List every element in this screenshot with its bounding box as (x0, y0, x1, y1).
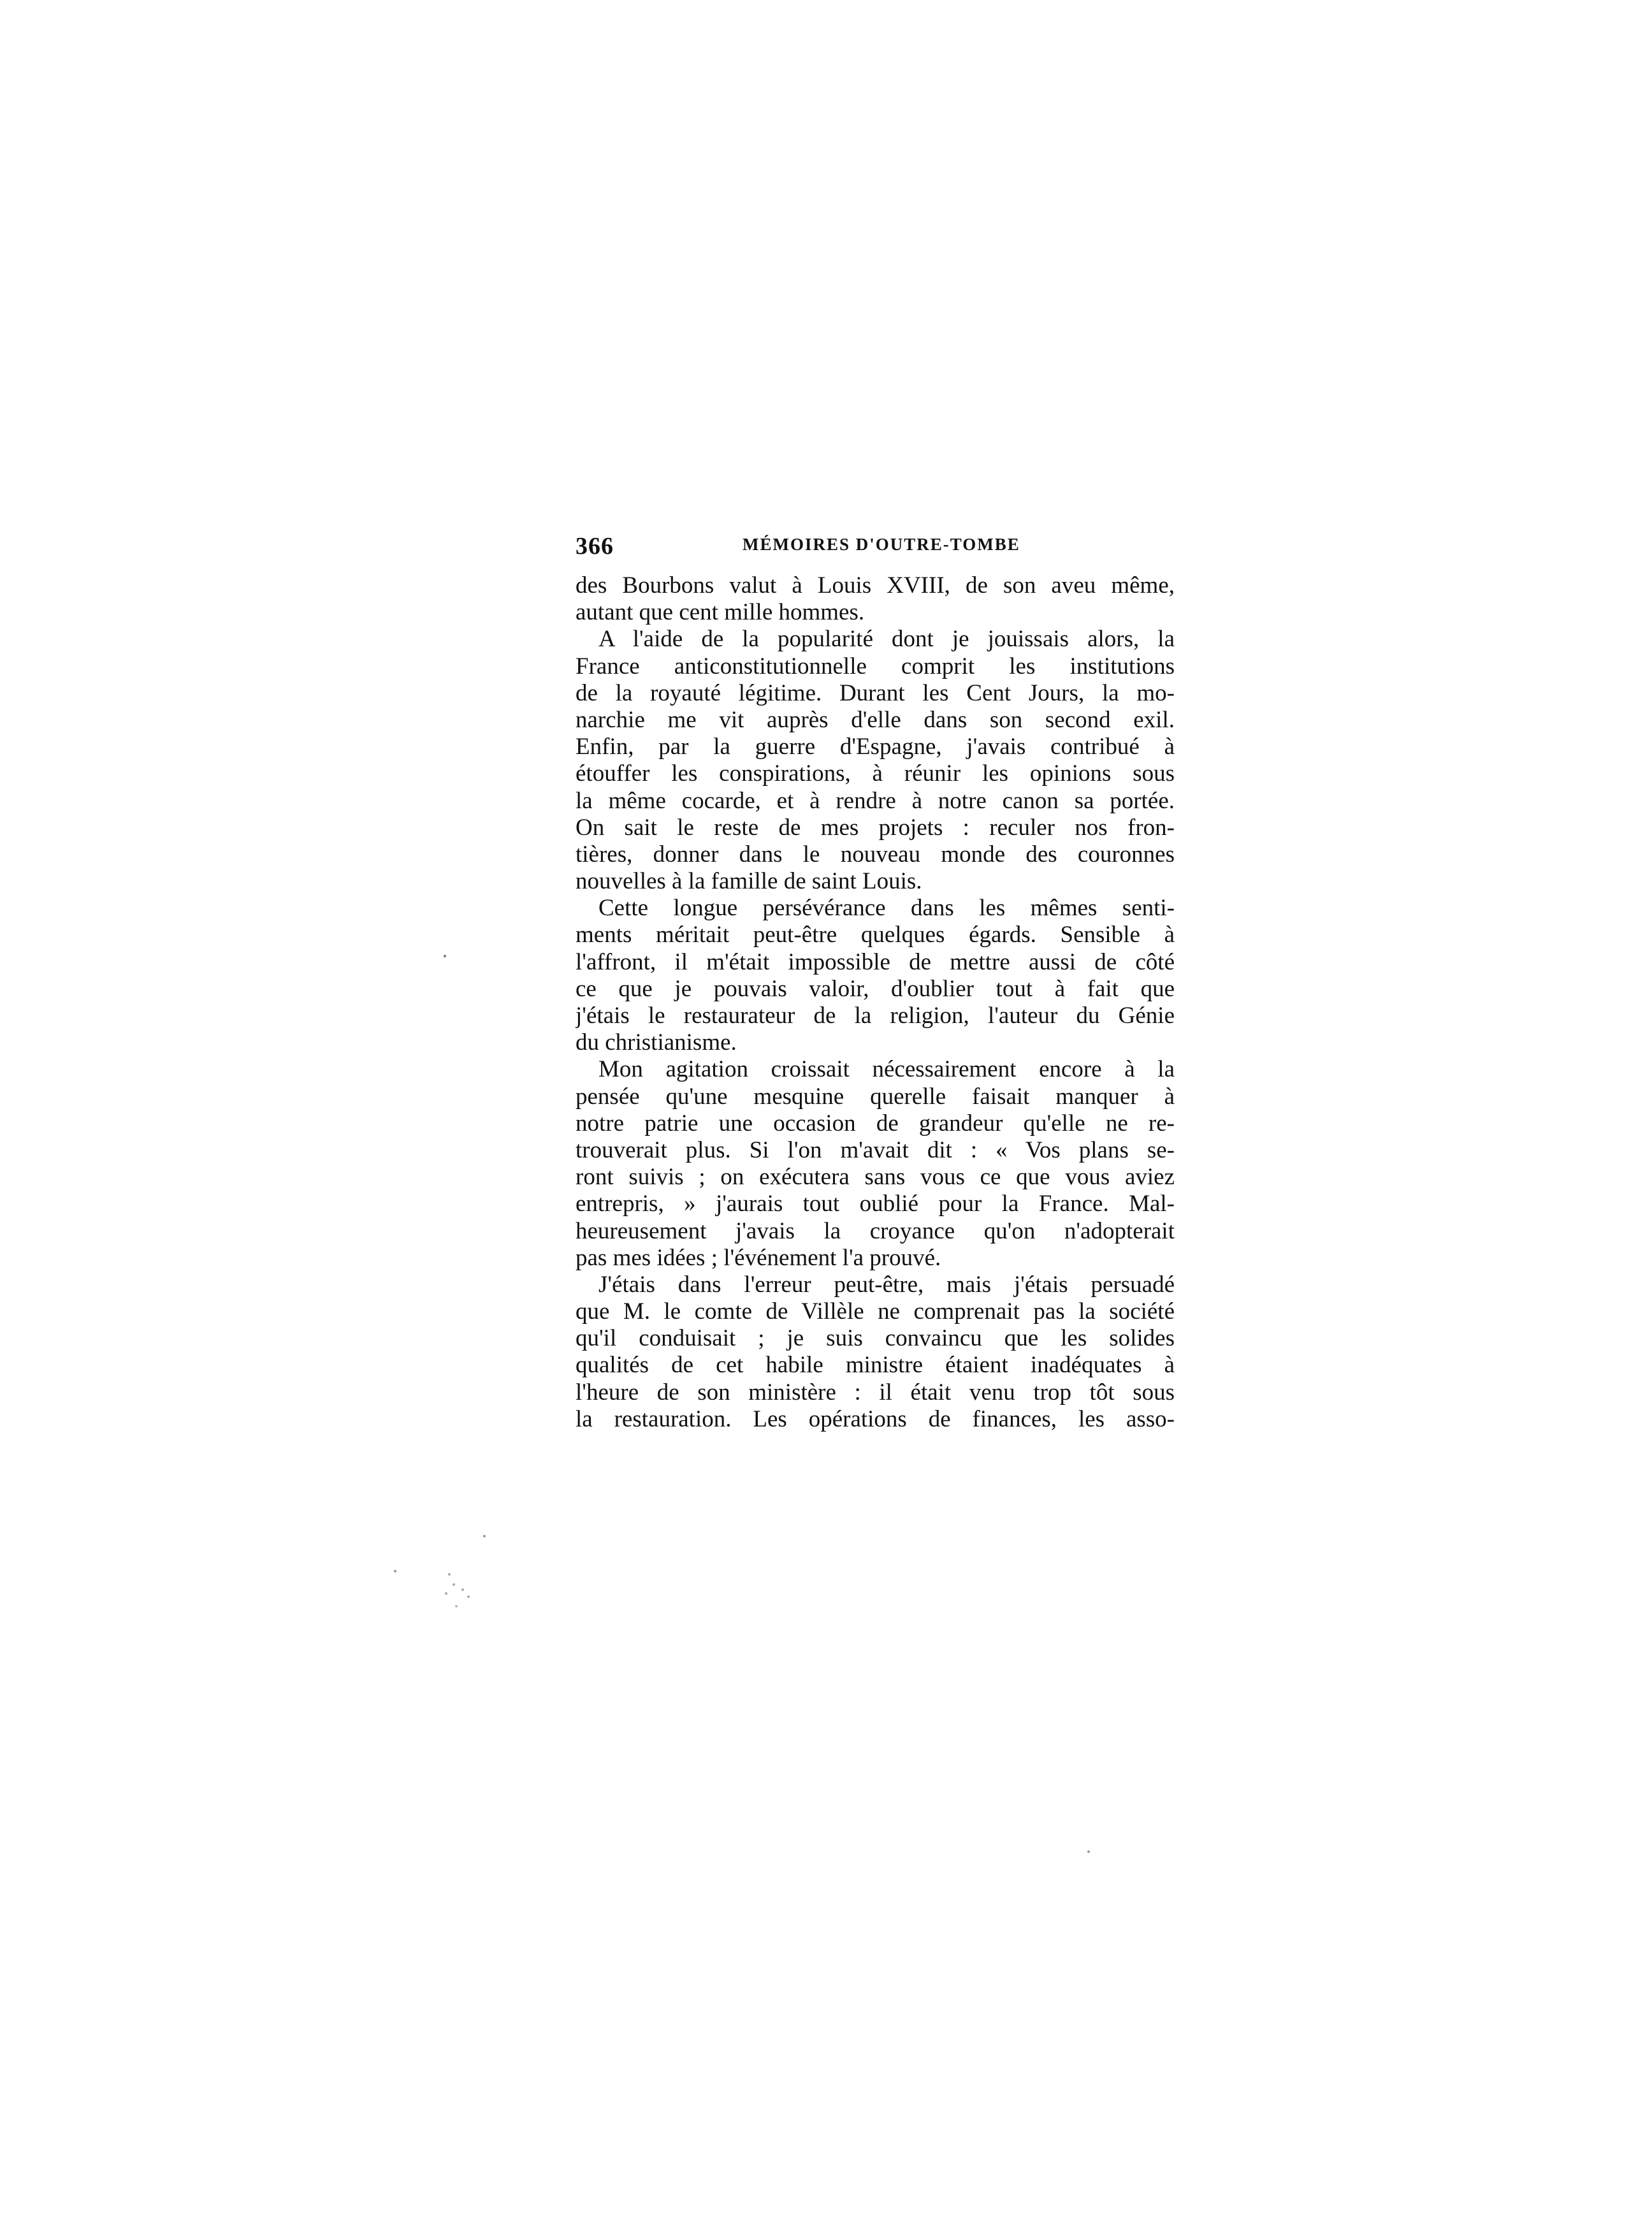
running-title: MÉMOIRES D'OUTRE-TOMBE (743, 535, 1020, 554)
text-line: la même cocarde, et à rendre à notre canon sa portée. (576, 787, 1175, 814)
text-line: Enfin, par la guerre d'Espagne, j'avais contribué à (576, 734, 1175, 760)
text-line: j'étais le restaurateur de la religion, l'auteur du Génie (576, 1003, 1175, 1029)
text-line: trouverait plus. Si l'on m'avait dit : « Vos plans se- (576, 1136, 1175, 1163)
speck (455, 1605, 458, 1608)
text-line: l'heure de son ministère : il était venu trop tôt sous (576, 1379, 1175, 1405)
text-line: de la royauté légitime. Durant les Cent Jours, la mo- (576, 679, 1175, 706)
speck (448, 1573, 451, 1576)
text-line: On sait le reste de mes projets : reculer nos fron- (576, 814, 1175, 841)
speck (394, 1570, 396, 1572)
text-line: tières, donner dans le nouveau monde des couronnes (576, 841, 1175, 868)
text-line: l'affront, il m'était impossible de mettre aussi de côté (576, 948, 1175, 975)
speck (453, 1583, 455, 1586)
text-line: du christianisme. (576, 1029, 737, 1056)
text-line: J'étais dans l'erreur peut-être, mais j'étais persuadé (598, 1271, 1175, 1298)
text-line: ce que je pouvais valoir, d'oublier tout à fait que (576, 975, 1175, 1002)
speck (1087, 1850, 1090, 1853)
text-line: pensée qu'une mesquine querelle faisait manquer à (576, 1083, 1175, 1110)
text-line: pas mes idées ; l'événement l'a prouvé. (576, 1244, 941, 1271)
text-line: ments méritait peut-être quelques égards. Sensible à (576, 922, 1175, 948)
speck (444, 955, 446, 957)
text-line: des Bourbons valut à Louis XVIII, de son aveu même, (576, 572, 1175, 599)
text-line: Cette longue persévérance dans les mêmes senti- (598, 895, 1175, 922)
text-line: notre patrie une occasion de grandeur qu'elle ne re- (576, 1110, 1175, 1136)
text-line: qu'il conduisait ; je suis convaincu que les solides (576, 1325, 1175, 1352)
text-line: Mon agitation croissait nécessairement encore à la (598, 1056, 1175, 1083)
text-line: la restauration. Les opérations de finances, les asso- (576, 1405, 1175, 1432)
page-number: 366 (576, 533, 614, 560)
text-line: autant que cent mille hommes. (576, 599, 865, 626)
speck (467, 1595, 470, 1598)
text-line: étouffer les conspirations, à réunir les opinions sous (576, 760, 1175, 787)
text-line: qualités de cet habile ministre étaient inadéquates à (576, 1352, 1175, 1379)
speck (445, 1592, 447, 1595)
text-line: que M. le comte de Villèle ne comprenait pas la société (576, 1298, 1175, 1325)
text-line: ront suivis ; on exécutera sans vous ce que vous aviez (576, 1164, 1175, 1191)
text-line: entrepris, » j'aurais tout oublié pour la France. Mal- (576, 1191, 1175, 1217)
text-line: heureusement j'avais la croyance qu'on n'adopterait (576, 1217, 1175, 1244)
text-line: A l'aide de la popularité dont je jouissais alors, la (598, 626, 1175, 653)
speck (461, 1588, 464, 1591)
text-line: narchie me vit auprès d'elle dans son second exil. (576, 706, 1175, 733)
text-line: France anticonstitutionnelle comprit les institutions (576, 653, 1175, 679)
text-line: nouvelles à la famille de saint Louis. (576, 868, 922, 895)
speck (483, 1535, 486, 1537)
